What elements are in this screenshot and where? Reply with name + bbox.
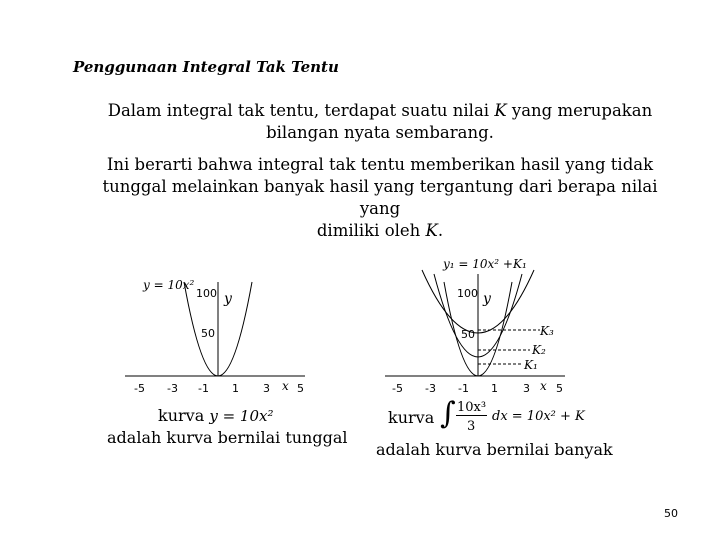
k1-label: K₁: [524, 358, 538, 372]
right-caption-line2: adalah kurva bernilai banyak: [376, 440, 613, 459]
right-xtick-3: -1: [458, 382, 469, 395]
left-caption-formula: y = 10x²: [209, 407, 274, 425]
left-caption-line2: adalah kurva bernilai tunggal: [107, 428, 348, 447]
para2-var: K: [425, 221, 438, 240]
right-x-label: x: [540, 379, 547, 393]
right-y-label: y: [483, 291, 491, 307]
right-xtick-5: 3: [523, 382, 530, 395]
left-y-label: y: [224, 291, 232, 307]
right-ytick-100: 100: [457, 287, 478, 300]
left-xtick-3: -1: [198, 382, 209, 395]
left-caption-word: kurva: [158, 406, 205, 425]
right-xtick-4: 1: [491, 382, 498, 395]
fraction-denominator: 3: [467, 419, 476, 434]
page-heading: Penggunaan Integral Tak Tentu: [73, 58, 339, 76]
left-xtick-2: -3: [167, 382, 178, 395]
left-xtick-5: 3: [263, 382, 270, 395]
integral-sign: ∫: [440, 396, 456, 431]
para1-line2: bilangan nyata sembarang.: [266, 123, 494, 142]
para2-line3-b: .: [437, 221, 444, 240]
left-caption-line1: [158, 406, 273, 425]
para2-line2: tunggal melainkan banyak hasil yang tergantung dari berapa nilai yang: [102, 177, 658, 218]
left-ytick-100: 100: [196, 287, 217, 300]
right-xtick-6: 5: [556, 382, 563, 395]
fraction-numerator: 10x³: [457, 400, 487, 415]
left-ytick-50: 50: [201, 327, 215, 340]
para2-line1: Ini berarti bahwa integral tak tentu memberikan hasil yang tidak: [106, 155, 654, 174]
right-function-label: y₁ = 10x² +K₁: [443, 257, 527, 271]
right-xtick-1: -5: [392, 382, 403, 395]
right-xtick-2: -3: [425, 382, 436, 395]
formula-rest: dx = 10x² + K: [492, 409, 585, 424]
left-xtick-4: 1: [232, 382, 239, 395]
page-number: 50: [664, 507, 678, 520]
right-caption-word: kurva: [388, 408, 435, 427]
left-function-label: y = 10x²: [143, 278, 195, 292]
para2-line3-a: dimiliki oleh: [316, 221, 426, 240]
para1-text-b: yang merupakan: [506, 101, 653, 120]
right-caption-line1: [388, 408, 434, 427]
k2-label: K₂: [532, 343, 546, 357]
k3-label: K₃: [540, 324, 554, 338]
right-ytick-50: 50: [461, 328, 475, 341]
left-xtick-1: -5: [134, 382, 145, 395]
para1-var: K: [494, 101, 507, 120]
left-xtick-6: 5: [297, 382, 304, 395]
left-x-label: x: [282, 379, 289, 393]
para1-text-a: Dalam integral tak tentu, terdapat suatu nilai: [107, 101, 495, 120]
